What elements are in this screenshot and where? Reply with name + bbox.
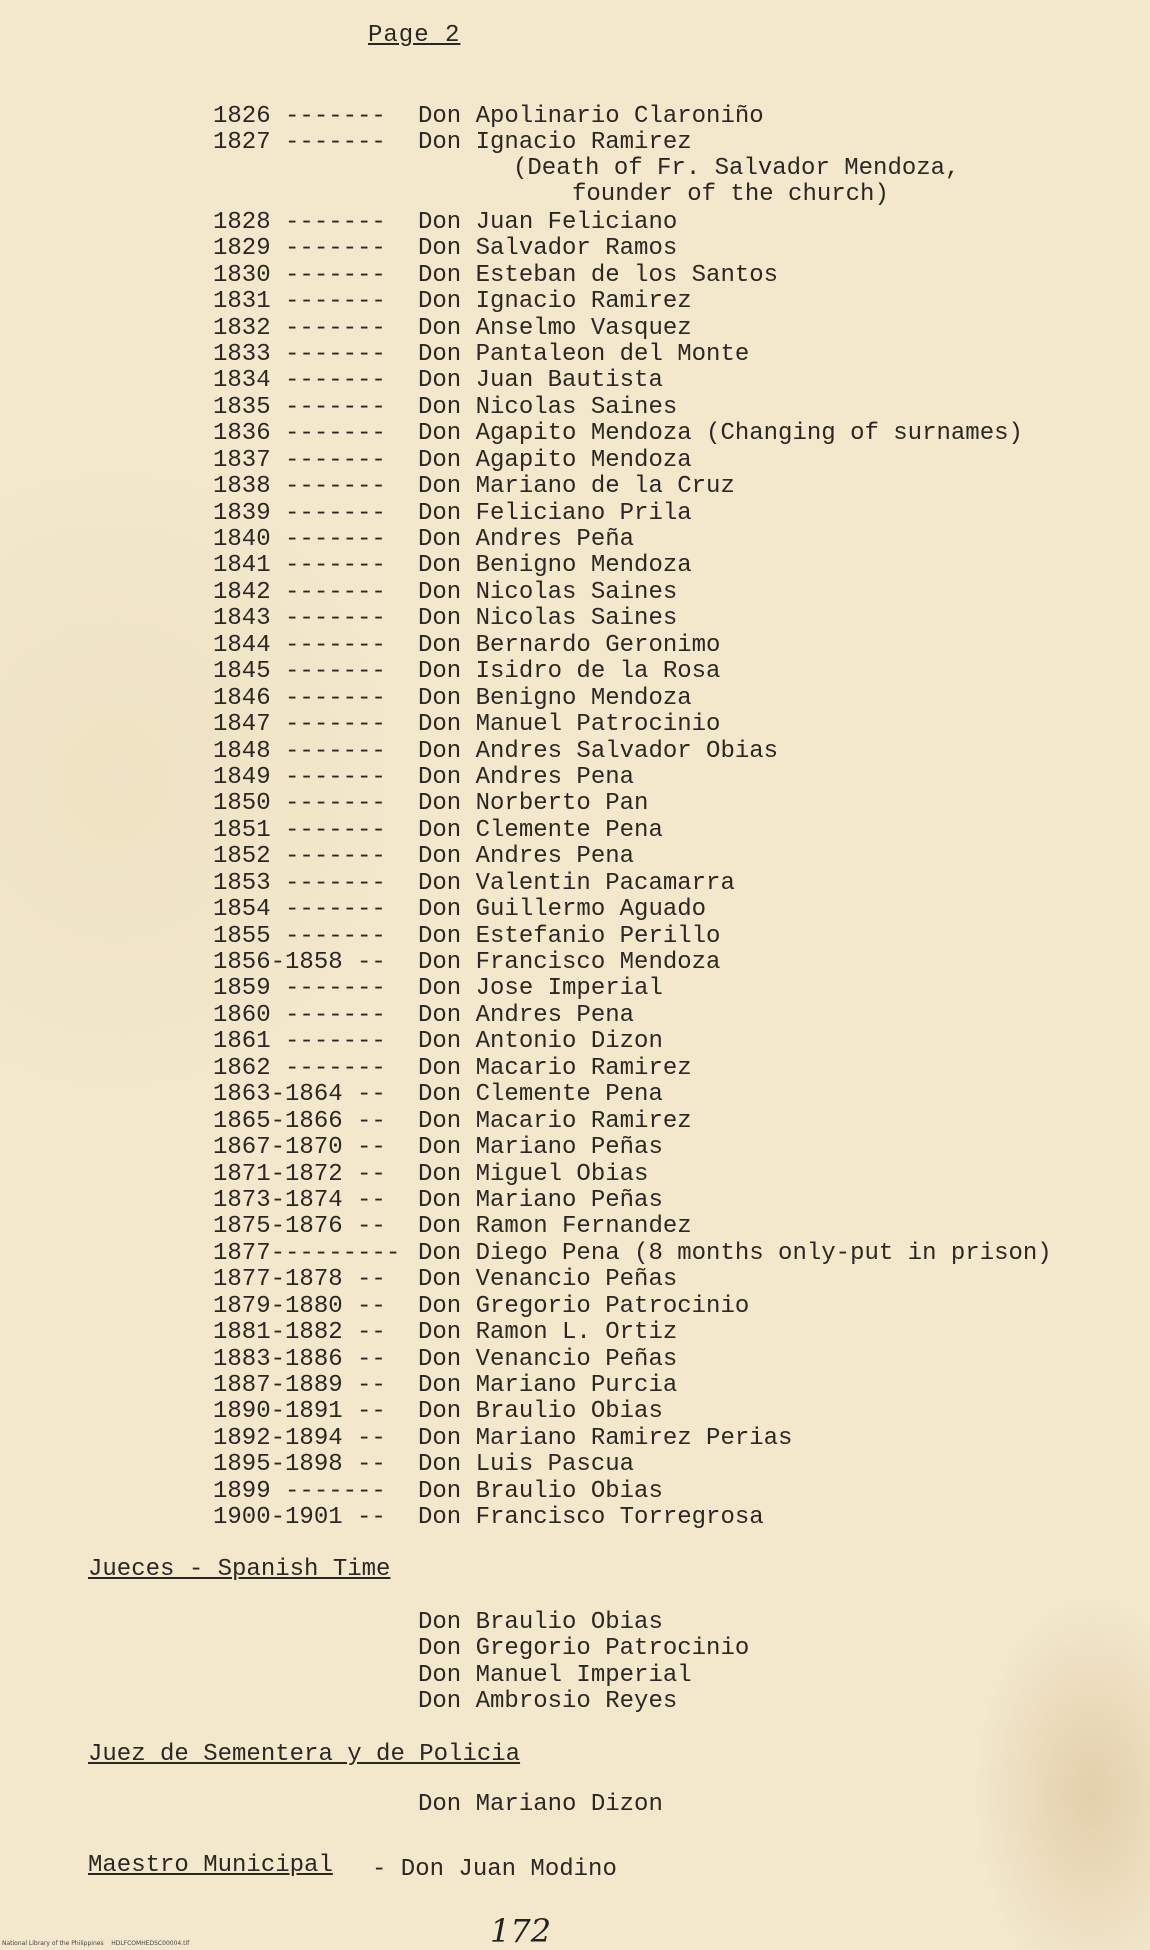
entry-year: 1835 ------- [213,393,386,421]
entry-name: Don Guillermo Aguado [418,896,707,924]
entry-year: 1844 ------- [213,631,386,659]
entry-year: 1847 ------- [213,711,386,739]
official-entry [213,631,721,659]
entry-name: Don Norberto Pan [418,790,649,818]
official-entry [213,157,418,183]
entry-name: Don Venancio Peñas [418,1345,678,1373]
official-entry [213,1160,649,1188]
maestro-name: - Don Juan Modino [372,1856,617,1883]
entry-name: Don Bernardo Geronimo [418,631,721,659]
official-entry [213,1213,692,1241]
jueces-list [418,1610,749,1716]
official-entry [213,1028,663,1056]
official-entry [213,1398,663,1426]
entry-name: Don Apolinario Claroniño [418,103,764,130]
official-entry [213,393,678,421]
entry-name: Don Nicolas Saines [418,605,678,633]
entry-name: Don Estefanio Perillo [418,922,721,950]
entry-year: 1877-1878 -- [213,1266,386,1294]
handwritten-page-number: 172 [490,1912,552,1950]
entry-year: 1861 ------- [213,1028,386,1056]
entry-name: Don Mariano de la Cruz [418,473,735,501]
entry-name: Don Anselmo Vasquez [418,314,692,342]
entry-year: 1848 ------- [213,737,386,765]
entry-name: Don Feliciano Prila [418,499,692,527]
official-entry [213,446,692,474]
official-entry [213,499,692,527]
entry-year: 1875-1876 -- [213,1213,386,1241]
entry-name: Don Salvador Ramos [418,235,678,263]
official-entry [213,578,678,606]
entry-year: 1839 ------- [213,499,386,527]
official-entry [213,288,692,316]
entry-year: 1867-1870 -- [213,1134,386,1162]
official-entry [213,473,735,501]
entry-name: Don Mariano Purcia [418,1372,678,1399]
entry-name: Don Manuel Patrocinio [418,711,721,739]
official-entry [213,949,721,976]
entry-year: 1845 ------- [213,658,386,686]
official-entry [213,552,692,580]
entry-name: Don Francisco Torregrosa [418,1504,764,1532]
entry-year: 1838 ------- [213,473,386,501]
entry-year: 1851 ------- [213,816,386,844]
official-entry [213,1266,678,1294]
official-entry [213,1477,663,1505]
entry-name: Don Ignacio Ramirez [418,288,692,316]
page-title: Page 2 [368,22,461,49]
entry-name: Don Jose Imperial [418,975,663,1003]
official-entry [213,816,663,844]
official-entry [213,843,635,871]
entry-name: Don Juan Bautista [418,367,663,395]
library-footer: National Library of the Philippines HDLFCOMHEDSC00004.tif [2,1940,190,1947]
entry-year: 1856-1858 -- [213,949,386,976]
entry-name: Don Andres Pena [418,843,635,871]
entry-name: Don Benigno Mendoza [418,684,692,712]
entry-year: 1833 ------- [213,340,386,368]
juez-sementera-name: Don Mariano Dizon [418,1791,663,1818]
entry-year: 1879-1880 -- [213,1292,386,1320]
entry-year: 1899 ------- [213,1477,386,1505]
entry-year: 1827 ------- [213,129,386,157]
entry-year: 1836 ------- [213,420,386,448]
entry-name: Don Luis Pascua [418,1451,635,1479]
entry-name: Don Isidro de la Rosa [418,658,721,686]
official-entry [213,1504,764,1532]
maestro-heading: Maestro Municipal [88,1852,333,1879]
official-entry [213,1424,793,1452]
entry-year: 1842 ------- [213,578,386,606]
entry-year: 1883-1886 -- [213,1345,386,1373]
entry-year: 1895-1898 -- [213,1451,386,1479]
entry-year: 1834 ------- [213,367,386,395]
official-entry [213,314,692,342]
official-entry [213,711,721,739]
entry-year: 1860 ------- [213,1001,386,1029]
official-entry [213,367,663,395]
jueces-heading: Jueces - Spanish Time [88,1556,391,1583]
official-entry [213,684,692,712]
entry-year: 1832 ------- [213,314,386,342]
entry-name: Don Mariano Ramirez Perias [418,1424,793,1452]
entry-year: 1828 ------- [213,208,386,236]
entry-name: Don Braulio Obias [418,1398,663,1426]
official-entry [213,1372,678,1399]
official-entry [213,790,649,818]
entry-year: 1900-1901 -- [213,1504,386,1532]
entry-name: Don Valentin Pacamarra [418,869,735,897]
entry-year: 1887-1889 -- [213,1372,386,1399]
entry-name: Don Andres Peña [418,526,635,553]
entry-name: Don Andres Salvador Obias [418,737,779,765]
official-entry [213,737,779,765]
entry-year: 1854 ------- [213,896,386,924]
official-entry [213,869,735,897]
official-entry [213,605,678,633]
official-entry [213,183,418,209]
official-entry [213,763,635,791]
entry-year: 1852 ------- [213,843,386,871]
entry-name: Don Miguel Obias [418,1160,649,1188]
official-entry [213,1186,663,1214]
entry-year: 1855 ------- [213,922,386,950]
official-entry [213,261,779,289]
official-entry [213,526,635,553]
official-entry [213,208,678,236]
entry-year: 1837 ------- [213,446,386,474]
entry-year: 1831 ------- [213,288,386,316]
entry-name: Don Venancio Peñas [418,1266,678,1294]
entry-name: Don Esteban de los Santos [418,261,779,289]
official-entry [213,235,678,263]
entry-name: Don Mariano Peñas [418,1186,663,1214]
official-entry [213,129,692,157]
entry-year: 1843 ------- [213,605,386,633]
jueces-name: Don Ambrosio Reyes [418,1688,678,1716]
entry-name: Don Andres Pena [418,763,635,791]
note-1827-line-1: (Death of Fr. Salvador Mendoza, [513,155,960,182]
official-entry [213,340,750,368]
entry-year: 1881-1882 -- [213,1319,386,1347]
entry-name: Don Gregorio Patrocinio [418,1292,750,1320]
entry-name: Don Braulio Obias [418,1477,663,1505]
entry-name: Don Nicolas Saines [418,578,678,606]
official-entry [213,896,707,924]
entry-name: Don Benigno Mendoza [418,552,692,580]
entry-name: Don Clemente Pena [418,816,663,844]
entry-year: 1841 ------- [213,552,386,580]
official-entry [213,1107,692,1135]
entry-year: 1840 ------- [213,526,386,553]
entry-name: Don Pantaleon del Monte [418,340,750,368]
official-entry [213,1319,678,1347]
official-entry [213,1451,635,1479]
entry-year: 1830 ------- [213,261,386,289]
entry-year: 1892-1894 -- [213,1424,386,1452]
entry-name: Don Macario Ramirez [418,1054,692,1082]
official-entry [213,420,1023,448]
official-entry [213,103,764,130]
official-entry [213,922,721,950]
entry-year: 1849 ------- [213,763,386,791]
entry-year: 1862 ------- [213,1054,386,1082]
entry-year: 1877--------- [213,1239,401,1267]
official-entry [213,1134,663,1162]
jueces-name: Don Manuel Imperial [418,1661,692,1689]
entry-name: Don Mariano Peñas [418,1134,663,1162]
entry-name: Don Diego Pena (8 months only-put in prison) [418,1239,1052,1267]
official-entry [213,1054,692,1082]
entry-name: Don Francisco Mendoza [418,949,721,976]
entry-name: Don Ramon Fernandez [418,1213,692,1241]
entry-year: 1853 ------- [213,869,386,897]
entry-name: Don Ramon L. Ortiz [418,1319,678,1347]
entry-name: Don Antonio Dizon [418,1028,663,1056]
entry-name: Don Clemente Pena [418,1081,663,1109]
entry-year: 1890-1891 -- [213,1398,386,1426]
entry-year: 1846 ------- [213,684,386,712]
official-entry [213,1239,1052,1267]
juez-sementera-heading: Juez de Sementera y de Policia [88,1741,521,1768]
entry-year: 1871-1872 -- [213,1160,386,1188]
entry-name: Don Macario Ramirez [418,1107,692,1135]
entry-year: 1873-1874 -- [213,1186,386,1214]
official-entry [213,1292,750,1320]
entry-year: 1850 ------- [213,790,386,818]
official-entry [213,658,721,686]
official-entry [213,1001,635,1029]
entry-year: 1826 ------- [213,103,386,130]
entry-year: 1829 ------- [213,235,386,263]
official-entry [213,1345,678,1373]
entry-name: Don Andres Pena [418,1001,635,1029]
note-1827-line-2: founder of the church) [572,181,889,208]
entry-name: Don Ignacio Ramirez [418,129,692,157]
entry-name: Don Nicolas Saines [418,393,678,421]
entry-name: Don Agapito Mendoza (Changing of surnames) [418,420,1023,448]
entry-year: 1863-1864 -- [213,1081,386,1109]
official-entry [213,1081,663,1109]
official-entry [213,975,663,1003]
jueces-name: Don Braulio Obias [418,1609,663,1636]
entry-year: 1865-1866 -- [213,1107,386,1135]
entry-name: Don Juan Feliciano [418,208,678,236]
jueces-name: Don Gregorio Patrocinio [418,1635,750,1663]
entry-name: Don Agapito Mendoza [418,446,692,474]
entry-year: 1859 ------- [213,975,386,1003]
